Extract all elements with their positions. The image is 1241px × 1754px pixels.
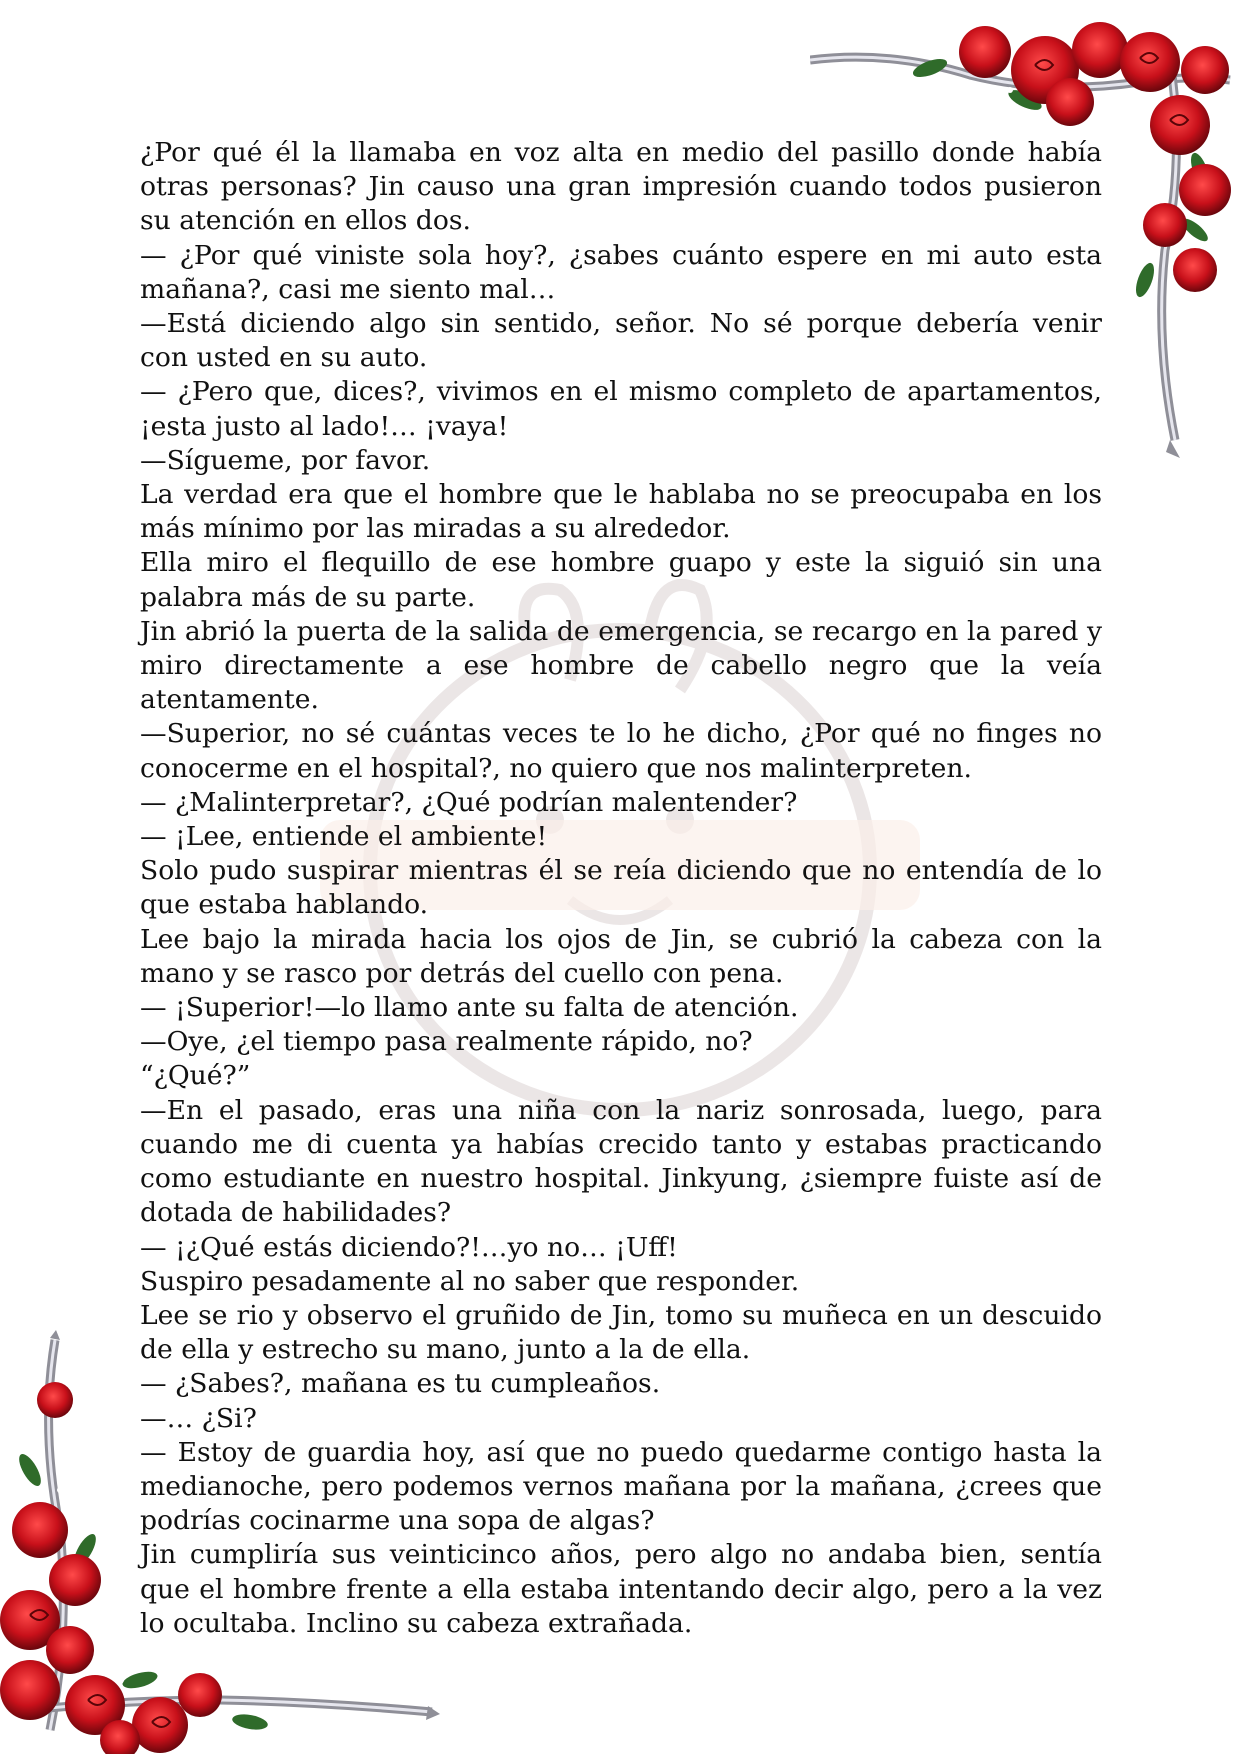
paragraph: —Está diciendo algo sin sentido, señor. No sé porque debería venir con usted en su auto. (140, 308, 1102, 374)
paragraph: Jin cumpliría sus veinticinco años, pero algo no andaba bien, sentía que el hombre frente a ella estaba intentando decir algo, pero a la vez lo ocultaba. Inclino su cabeza extrañada. (140, 1539, 1102, 1639)
paragraph: —… ¿Si? (140, 1402, 257, 1434)
paragraph: — ¿Por qué viniste sola hoy?, ¿sabes cuánto espere en mi auto esta mañana?, casi me siento mal… (140, 239, 1102, 305)
paragraph: Ella miro el flequillo de ese hombre guapo y este la siguió sin una palabra más de su parte. (140, 547, 1102, 613)
paragraph: — ¿Pero que, dices?, vivimos en el mismo completo de apartamentos, ¡esta justo al lado!… ¡vaya! (140, 376, 1102, 442)
paragraph: — ¿Sabes?, mañana es tu cumpleaños. (140, 1368, 661, 1400)
paragraph: “¿Qué?” (140, 1060, 251, 1092)
paragraph: La verdad era que el hombre que le hablaba no se preocupaba en los más mínimo por las miradas a su alrededor. (140, 479, 1102, 545)
story-text (140, 136, 1102, 1641)
paragraph: Lee bajo la mirada hacia los ojos de Jin, se cubrió la cabeza con la mano y se rasco por detrás del cuello con pena. (140, 923, 1102, 989)
paragraph: — ¡Lee, entiende el ambiente! (140, 821, 548, 853)
paragraph: — ¡¿Qué estás diciendo?!…yo no… ¡Uff! (140, 1231, 678, 1263)
paragraph: — ¿Malinterpretar?, ¿Qué podrían malentender? (140, 786, 798, 818)
paragraph: — Estoy de guardia hoy, así que no puedo quedarme contigo hasta la medianoche, pero podemos vernos mañana por la mañana, ¿crees que podrías cocinarme una sopa de algas? (140, 1436, 1102, 1537)
paragraph: — ¡Superior!—lo llamo ante su falta de atención. (140, 992, 799, 1024)
paragraph: Suspiro pesadamente al no saber que responder. (140, 1265, 800, 1297)
paragraph: —Sígueme, por favor. (140, 444, 431, 476)
paragraph: —Oye, ¿el tiempo pasa realmente rápido, no? (140, 1026, 753, 1058)
paragraph: —En el pasado, eras una niña con la nariz sonrosada, luego, para cuando me di cuenta ya habías crecido tanto y estabas practicando como estudiante en nuestro hospital. Jinkyung, ¿siempre fuiste así de dotada de habilidades? (140, 1094, 1102, 1229)
paragraph: Lee se rio y observo el gruñido de Jin, tomo su muñeca en un descuido de ella y estrecho su mano, junto a la de ella. (140, 1299, 1102, 1366)
paragraph: Solo pudo suspirar mientras él se reía diciendo que no entendía de lo que estaba hablando. (140, 855, 1102, 921)
paragraph: ¿Por qué él la llamaba en voz alta en medio del pasillo donde había otras personas? Jin causo una gran impresión cuando todos pusieron su atención en ellos dos. (140, 137, 1102, 237)
paragraph: Jin abrió la puerta de la salida de emergencia, se recargo en la pared y miro directamente a ese hombre de cabello negro que la veía atentamente. (140, 615, 1102, 716)
paragraph: —Superior, no sé cuántas veces te lo he dicho, ¿Por qué no finges no conocerme en el hospital?, no quiero que nos malinterpreten. (140, 718, 1102, 784)
